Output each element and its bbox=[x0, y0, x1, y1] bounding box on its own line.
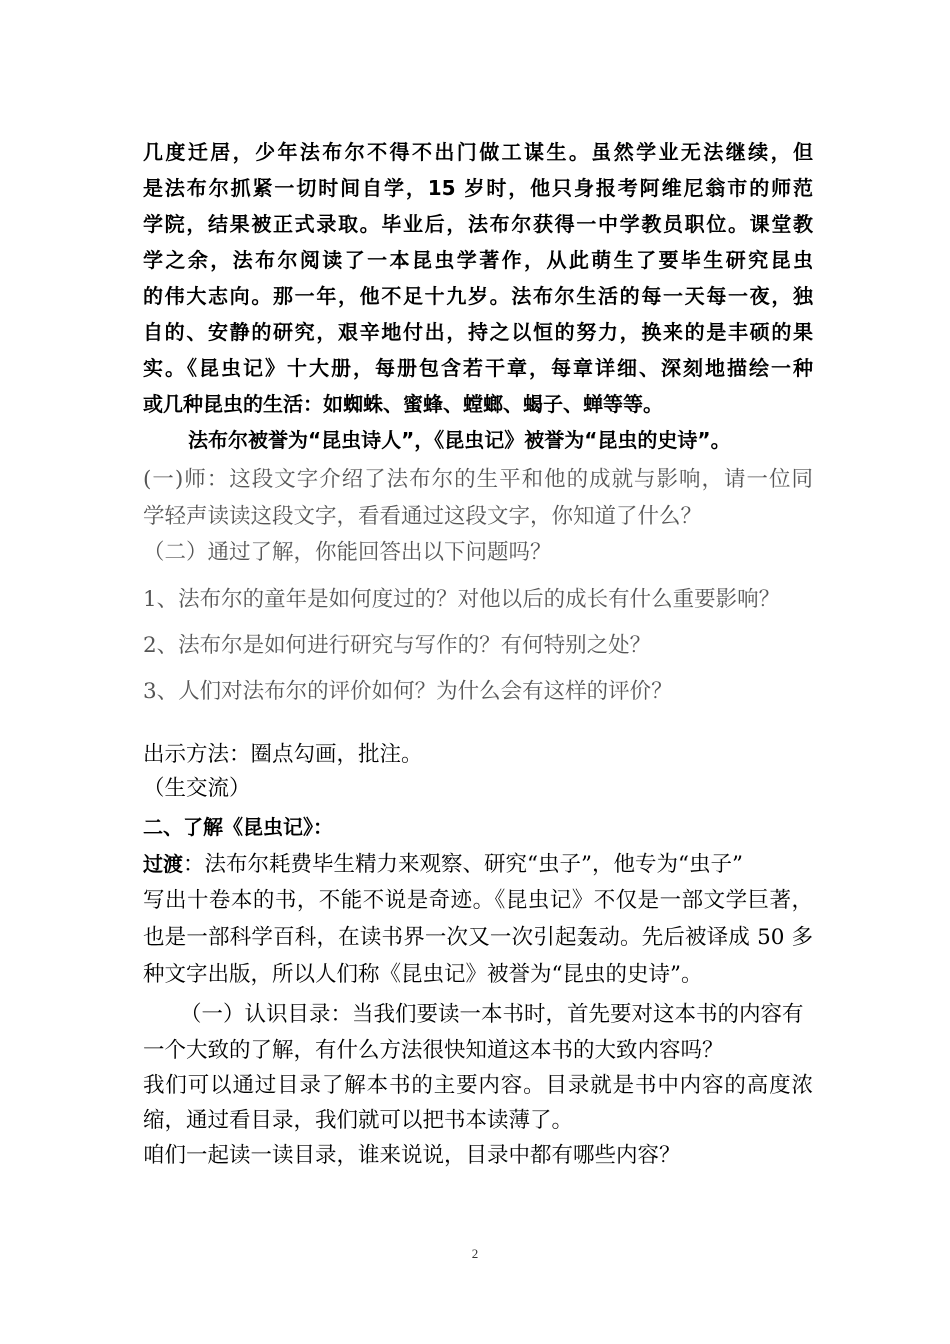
bio-line: 学院，结果被正式录取。毕业后，法布尔获得一中学教员职位。课堂教 bbox=[143, 212, 813, 236]
toc-line: 我们可以通过目录了解本书的主要内容。目录就是书中内容的高度浓 bbox=[143, 1073, 813, 1098]
bio-line: 学之余，法布尔阅读了一本昆虫学著作，从此萌生了要毕生研究昆虫 bbox=[143, 248, 813, 272]
transition-line bbox=[143, 849, 813, 880]
question-item: 1、法布尔的童年是如何度过的？对他以后的成长有什么重要影响？ bbox=[143, 587, 781, 612]
toc-line: （一）认识目录：当我们要读一本书时，首先要对这本书的内容有 bbox=[180, 1002, 804, 1027]
bio-line: 自的、安静的研究，艰辛地付出，持之以恒的努力，换来的是丰硕的果 bbox=[143, 320, 813, 344]
praise-line: 法布尔被誉为“昆虫诗人”，《昆虫记》被誉为“昆虫的史诗”。 bbox=[188, 428, 731, 452]
transition-line: 写出十卷本的书，不能不说是奇迹。《昆虫记》不仅是一部文学巨著， bbox=[143, 888, 813, 913]
toc-line: 一个大致的了解，有什么方法很快知道这本书的大致内容吗？ bbox=[143, 1038, 724, 1063]
toc-line: 缩，通过看目录，我们就可以把书本读薄了。 bbox=[143, 1108, 574, 1133]
toc-line: 咱们一起读一读目录，谁来说说，目录中都有哪些内容？ bbox=[143, 1143, 681, 1168]
page-number: 2 bbox=[471, 1246, 479, 1261]
question-item: 2、法布尔是如何进行研究与写作的？有何特别之处？ bbox=[143, 633, 652, 658]
method-line: 出示方法：圈点勾画，批注。 bbox=[143, 742, 423, 767]
transition-line: 也是一部科学百科，在读书界一次又一次引起轰动。先后被译成 50 多 bbox=[143, 925, 813, 950]
section-heading: 二、了解《昆虫记》： bbox=[143, 815, 333, 839]
question-intro: （二）通过了解，你能回答出以下问题吗？ bbox=[143, 540, 552, 565]
bio-line: 或几种昆虫的生活：如蜘蛛、蜜蜂、螳螂、蝎子、蝉等等。 bbox=[143, 392, 663, 416]
transition-line: 种文字出版，所以人们称《昆虫记》被誉为“昆虫的史诗”。 bbox=[143, 962, 703, 987]
teacher-note-line: (一)师：这段文字介绍了法布尔的生平和他的成就与影响，请一位同 bbox=[143, 467, 813, 492]
transition-label: 过渡 bbox=[143, 852, 183, 876]
bio-line: 实。《昆虫记》十大册，每册包含若干章，每章详细、深刻地描绘一种 bbox=[143, 356, 813, 380]
teacher-note-line: 学轻声读读这段文字，看看通过这段文字，你知道了什么？ bbox=[143, 504, 703, 529]
transition-text: ：法布尔耗费毕生精力来观察、研究“虫子”，他专为“虫子” bbox=[183, 852, 743, 877]
exchange-line: （生交流） bbox=[143, 776, 251, 801]
bio-line: 是法布尔抓紧一切时间自学，15 岁时，他只身报考阿维尼翁市的师范 bbox=[143, 176, 813, 200]
bio-line: 几度迁居，少年法布尔不得不出门做工谋生。虽然学业无法继续，但 bbox=[143, 140, 813, 164]
question-item: 3、人们对法布尔的评价如何？为什么会有这样的评价？ bbox=[143, 679, 673, 704]
bio-line: 的伟大志向。那一年，他不足十九岁。法布尔生活的每一天每一夜，独 bbox=[143, 284, 813, 308]
